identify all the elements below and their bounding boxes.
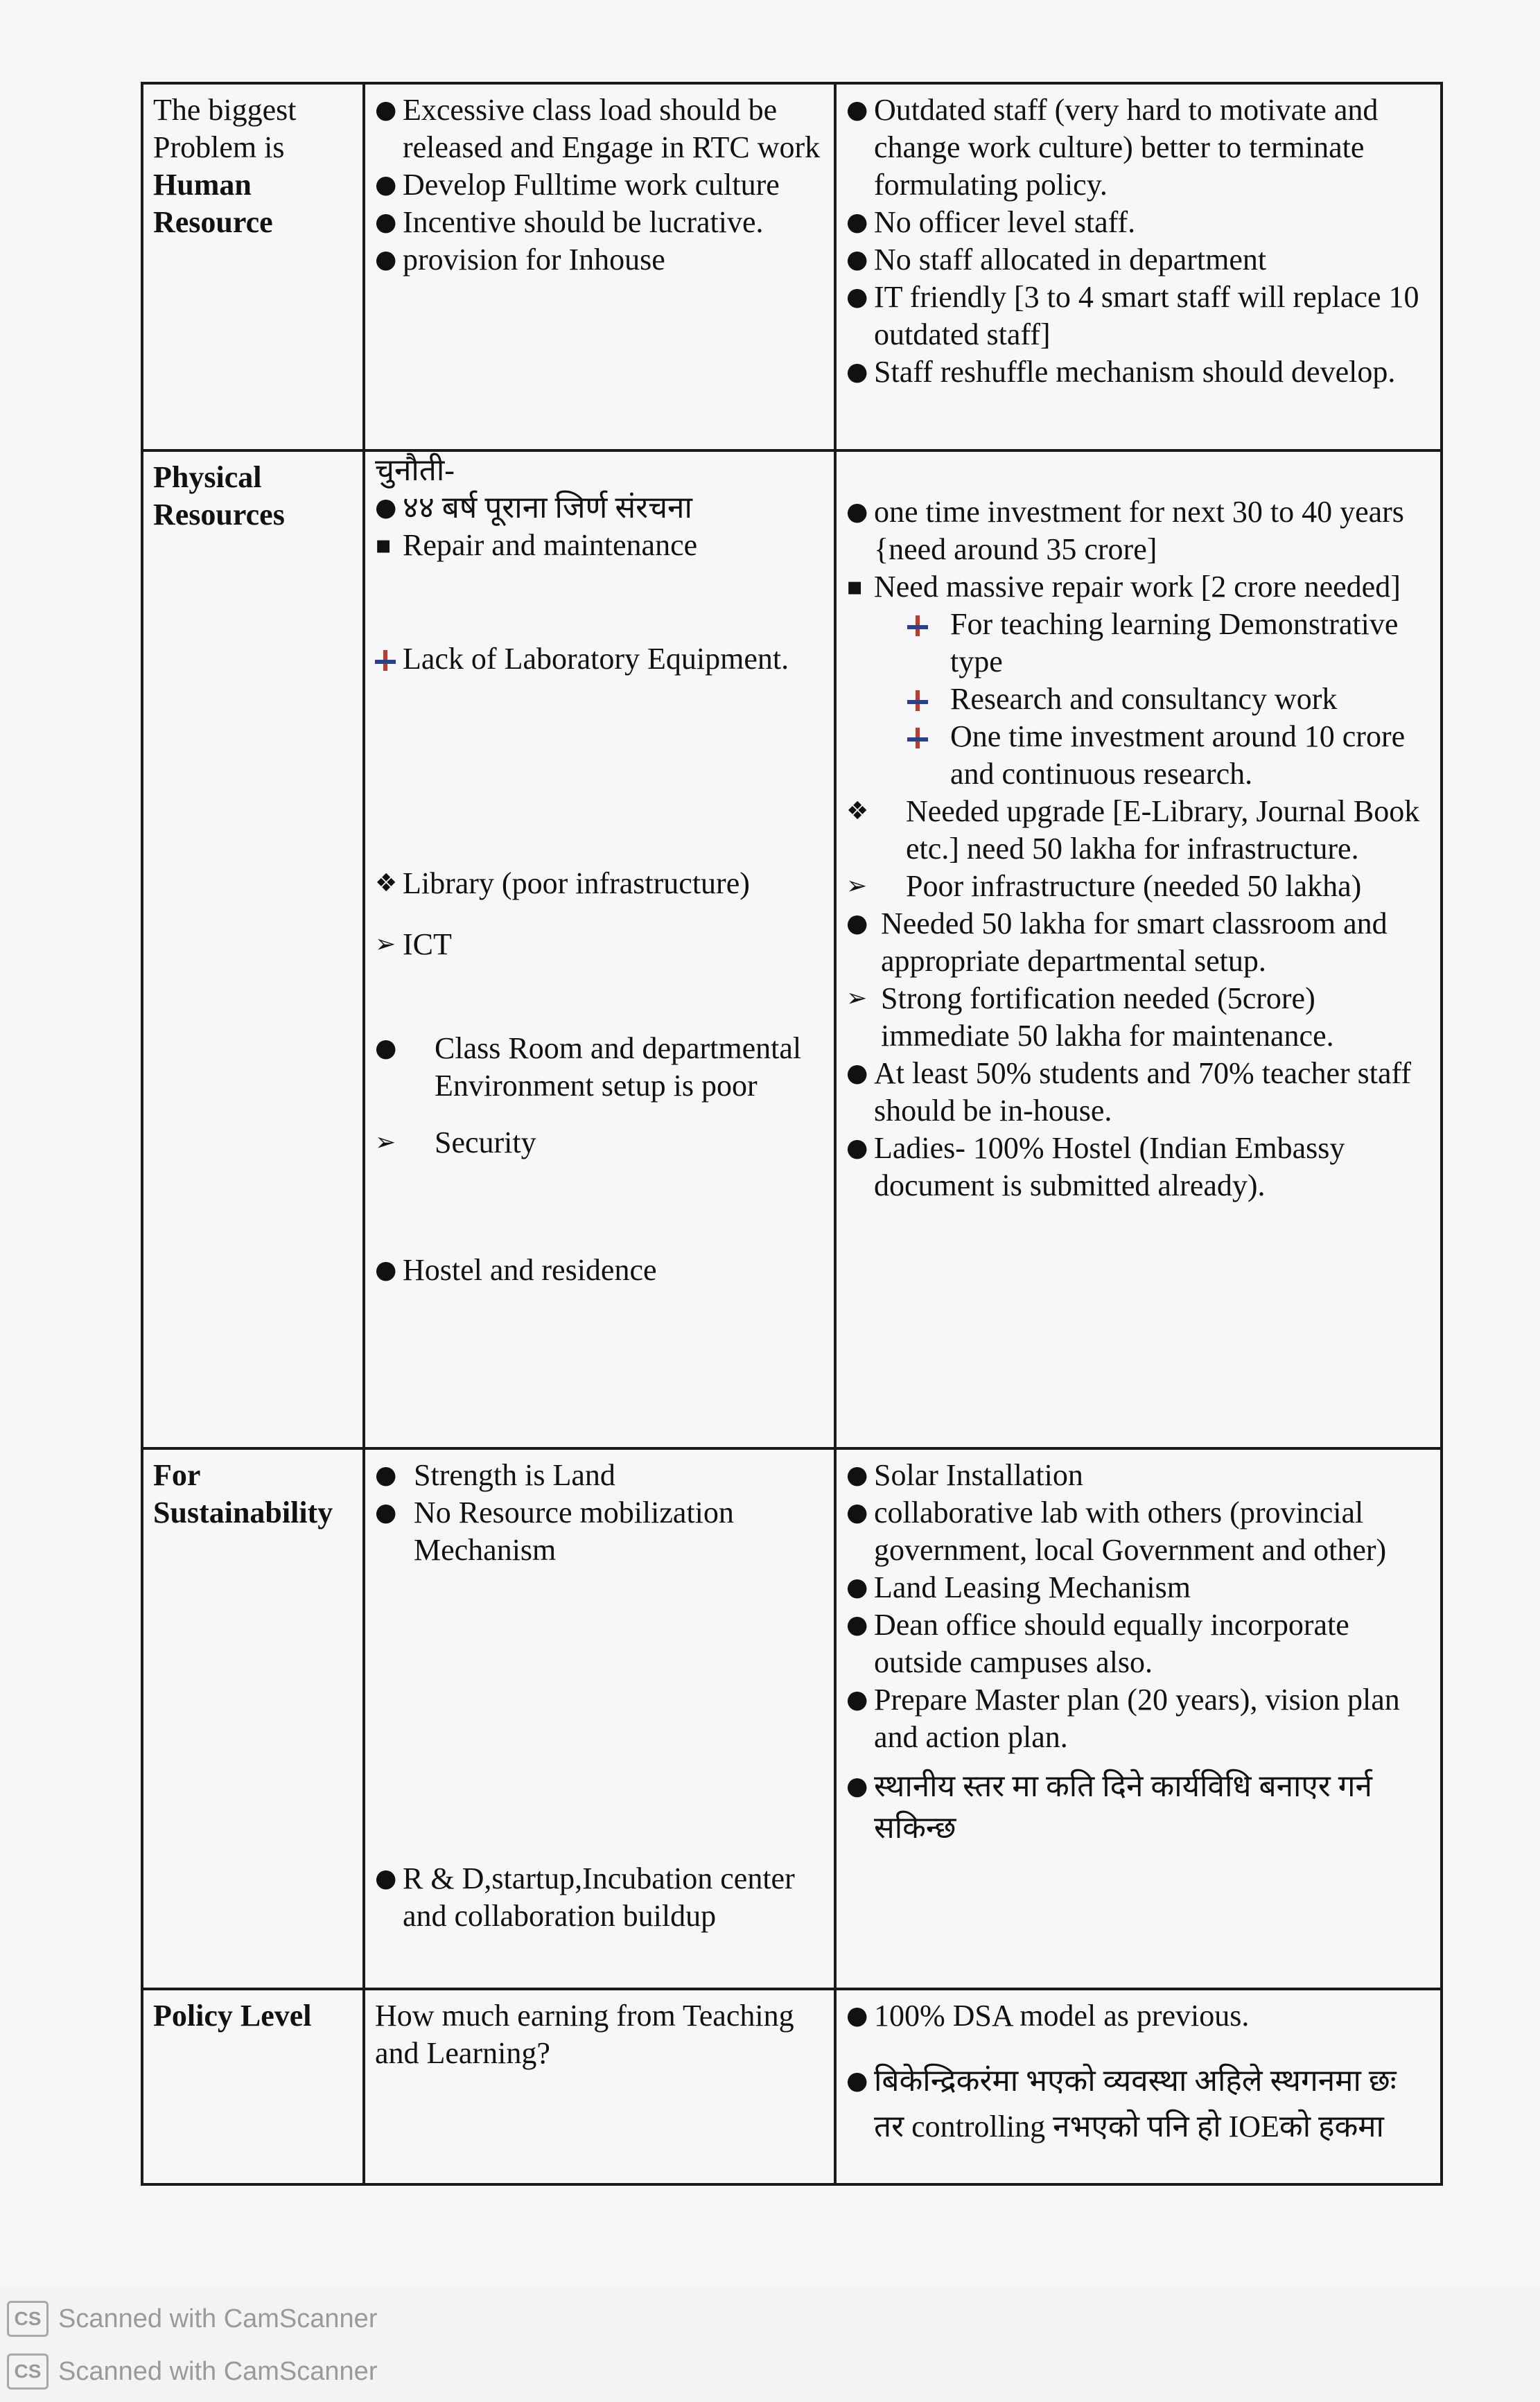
bullet-icon: ● [846, 1498, 868, 1527]
challenge-title: चुनौती- [375, 453, 455, 487]
list-item: ● IT friendly [3 to 4 smart staff will replace 10 outdated staff] [846, 280, 1419, 351]
bullet-icon: ● [846, 1611, 868, 1639]
bullet-icon: ● [846, 2067, 868, 2095]
bullet-icon: ● [375, 1498, 397, 1527]
row-heading-physical-resources [142, 450, 364, 1448]
bullet-icon: ● [375, 245, 397, 274]
list-item: One time investment around 10 crore and continuous research. [846, 718, 1430, 793]
bullet-icon: ● [375, 1034, 397, 1062]
list-item: ● Ladies- 100% Hostel (Indian Embassy document is submitted already). [846, 1131, 1345, 1202]
bullet-icon: ● [846, 1461, 868, 1489]
camscanner-logo-icon: CS [7, 2353, 49, 2390]
camscanner-watermark [7, 2301, 377, 2337]
bullet-icon: ● [375, 493, 397, 522]
list-item: ❖ Needed upgrade [E-Library, Journal Book etc.] need 50 lakha for infrastructure. [846, 794, 1420, 866]
watermark-text: Scanned with CamScanner [58, 2304, 378, 2333]
square-bullet-icon: ▪ [375, 531, 392, 559]
table-row-policy-level [142, 1989, 1442, 2184]
bullet-icon: ● [375, 1256, 397, 1284]
list-item: For teaching learning Demonstrative type [846, 606, 1430, 681]
list-item: ➢ Strong fortification needed (5crore) immediate 50 lakha for maintenance. [846, 981, 1334, 1053]
list-item: ● Class Room and departmental Environment setup is poor [375, 1031, 802, 1103]
challenges-cell-policy-level [364, 1989, 835, 2184]
bullet-icon: ● [846, 208, 868, 236]
bullet-icon: ● [846, 2001, 868, 2030]
square-bullet-icon: ▪ [846, 572, 864, 601]
row-heading-text: Physical Resources [153, 460, 285, 532]
cross-bullet-icon [907, 681, 932, 718]
bullet-icon: ● [846, 1573, 868, 1602]
diamond-bullet-icon: ❖ [375, 869, 398, 897]
table-row-sustainability [142, 1448, 1442, 1989]
bullet-icon: ● [846, 358, 868, 386]
list-item: ● collaborative lab with others (provincial government, local Government and other) [846, 1496, 1387, 1567]
bullet-icon: ● [375, 208, 397, 236]
arrow-bullet-icon: ➢ [375, 930, 396, 958]
challenges-cell-sustainability [364, 1448, 835, 1989]
list-item: ● स्थानीय स्तर मा कति दिने कार्यविधि बनाएर गर्न सकिन्छ [846, 1766, 1430, 1849]
list-item: ● बिकेन्द्रिकरंमा भएको व्यवस्था अहिले स्थगनमा छः तर controlling नभएको पनि हो IOEको हकमा [846, 2058, 1430, 2150]
bullet-icon: ● [846, 1685, 868, 1714]
resource-table [141, 82, 1443, 2186]
list-item: Research and consultancy work [846, 681, 1430, 718]
challenges-cell-physical-resources [364, 450, 835, 1448]
bullet-icon: ● [375, 170, 397, 199]
list-item: ➢ Poor infrastructure (needed 50 lakha) [846, 868, 1430, 905]
row-heading-prefix: The biggest Problem is [153, 93, 297, 164]
row-heading-text: Policy Level [153, 1999, 312, 2033]
list-item: ● Excessive class load should be released and Engage in RTC work [375, 93, 821, 164]
cross-bullet-icon [907, 718, 932, 755]
solutions-cell-physical-resources [835, 450, 1442, 1448]
bullet-icon: ● [846, 283, 868, 311]
row-heading-text: For Sustainability [153, 1458, 333, 1529]
challenges-cell-human-resource [364, 83, 835, 450]
list-item: ➢ Security [375, 1124, 824, 1161]
row-heading-bold: Human Resource [153, 168, 273, 239]
watermark-text: Scanned with CamScanner [58, 2356, 378, 2386]
policy-question: How much earning from Teaching and Learning? [375, 1999, 794, 2070]
list-item: ● Dean office should equally incorporate outside campuses also. [846, 1608, 1349, 1679]
list-item: ● Strength is Land [375, 1457, 824, 1494]
list-item: ● ४४ बर्ष पूराना जिर्ण संरचना [375, 489, 824, 527]
cross-bullet-icon [375, 640, 400, 678]
list-item: ➢ ICT [375, 926, 824, 963]
list-item: ● At least 50% students and 70% teacher staff should be in-house. [846, 1056, 1412, 1128]
row-heading-human-resource [142, 83, 364, 450]
list-item: ● R & D,startup,Incubation center and collaboration buildup [375, 1861, 795, 1933]
list-item: ● Needed 50 lakha for smart classroom and appropriate departmental setup. [846, 906, 1388, 978]
list-item: ▪ Repair and maintenance [375, 527, 824, 564]
list-item: ▪ Need massive repair work [2 crore needed] [846, 568, 1430, 606]
bullet-icon: ● [375, 96, 397, 124]
list-item: ● provision for Inhouse [375, 241, 824, 279]
bullet-icon: ● [846, 96, 868, 124]
list-item: ● No Resource mobilization Mechanism [375, 1496, 734, 1567]
list-item: Lack of Laboratory Equipment. [375, 640, 824, 678]
list-item: ● Hostel and residence [375, 1252, 824, 1289]
list-item: ● 100% DSA model as previous. [846, 1997, 1430, 2035]
solutions-cell-sustainability [835, 1448, 1442, 1989]
row-heading-sustainability [142, 1448, 364, 1989]
solutions-cell-policy-level [835, 1989, 1442, 2184]
list-item: ● Staff reshuffle mechanism should develop. [846, 353, 1430, 391]
camscanner-watermark [7, 2353, 377, 2390]
bullet-icon: ● [375, 1864, 397, 1893]
row-heading-policy-level [142, 1989, 364, 2184]
cross-bullet-icon [907, 606, 932, 643]
list-item: ● Outdated staff (very hard to motivate and change work culture) better to terminate formulating policy. [846, 93, 1379, 202]
table-row-human-resource [142, 83, 1442, 450]
arrow-bullet-icon: ➢ [846, 984, 868, 1012]
bullet-icon: ● [846, 1059, 868, 1087]
list-item: ● Incentive should be lucrative. [375, 204, 824, 241]
list-item: ● Land Leasing Mechanism [846, 1569, 1430, 1606]
diamond-bullet-icon: ❖ [846, 797, 869, 825]
bullet-icon: ● [846, 498, 868, 526]
bullet-icon: ● [846, 1134, 868, 1162]
arrow-bullet-icon: ➢ [375, 1128, 396, 1157]
camscanner-logo-icon: CS [7, 2301, 49, 2337]
list-item: ● Prepare Master plan (20 years), vision plan and action plan. [846, 1683, 1400, 1754]
list-item: ❖ Library (poor infrastructure) [375, 865, 824, 902]
list-item: ● Solar Installation [846, 1457, 1430, 1494]
bullet-icon: ● [846, 245, 868, 274]
table-row-physical-resources [142, 450, 1442, 1448]
bullet-icon: ● [846, 1772, 868, 1800]
list-item: ● Develop Fulltime work culture [375, 166, 824, 204]
list-item: ● No officer level staff. [846, 204, 1430, 241]
list-item: ● No staff allocated in department [846, 241, 1430, 279]
arrow-bullet-icon: ➢ [846, 872, 868, 900]
solutions-cell-human-resource [835, 83, 1442, 450]
bullet-icon: ● [846, 909, 868, 938]
bullet-icon: ● [375, 1461, 397, 1489]
list-item: ● one time investment for next 30 to 40 years {need around 35 crore] [846, 495, 1404, 566]
